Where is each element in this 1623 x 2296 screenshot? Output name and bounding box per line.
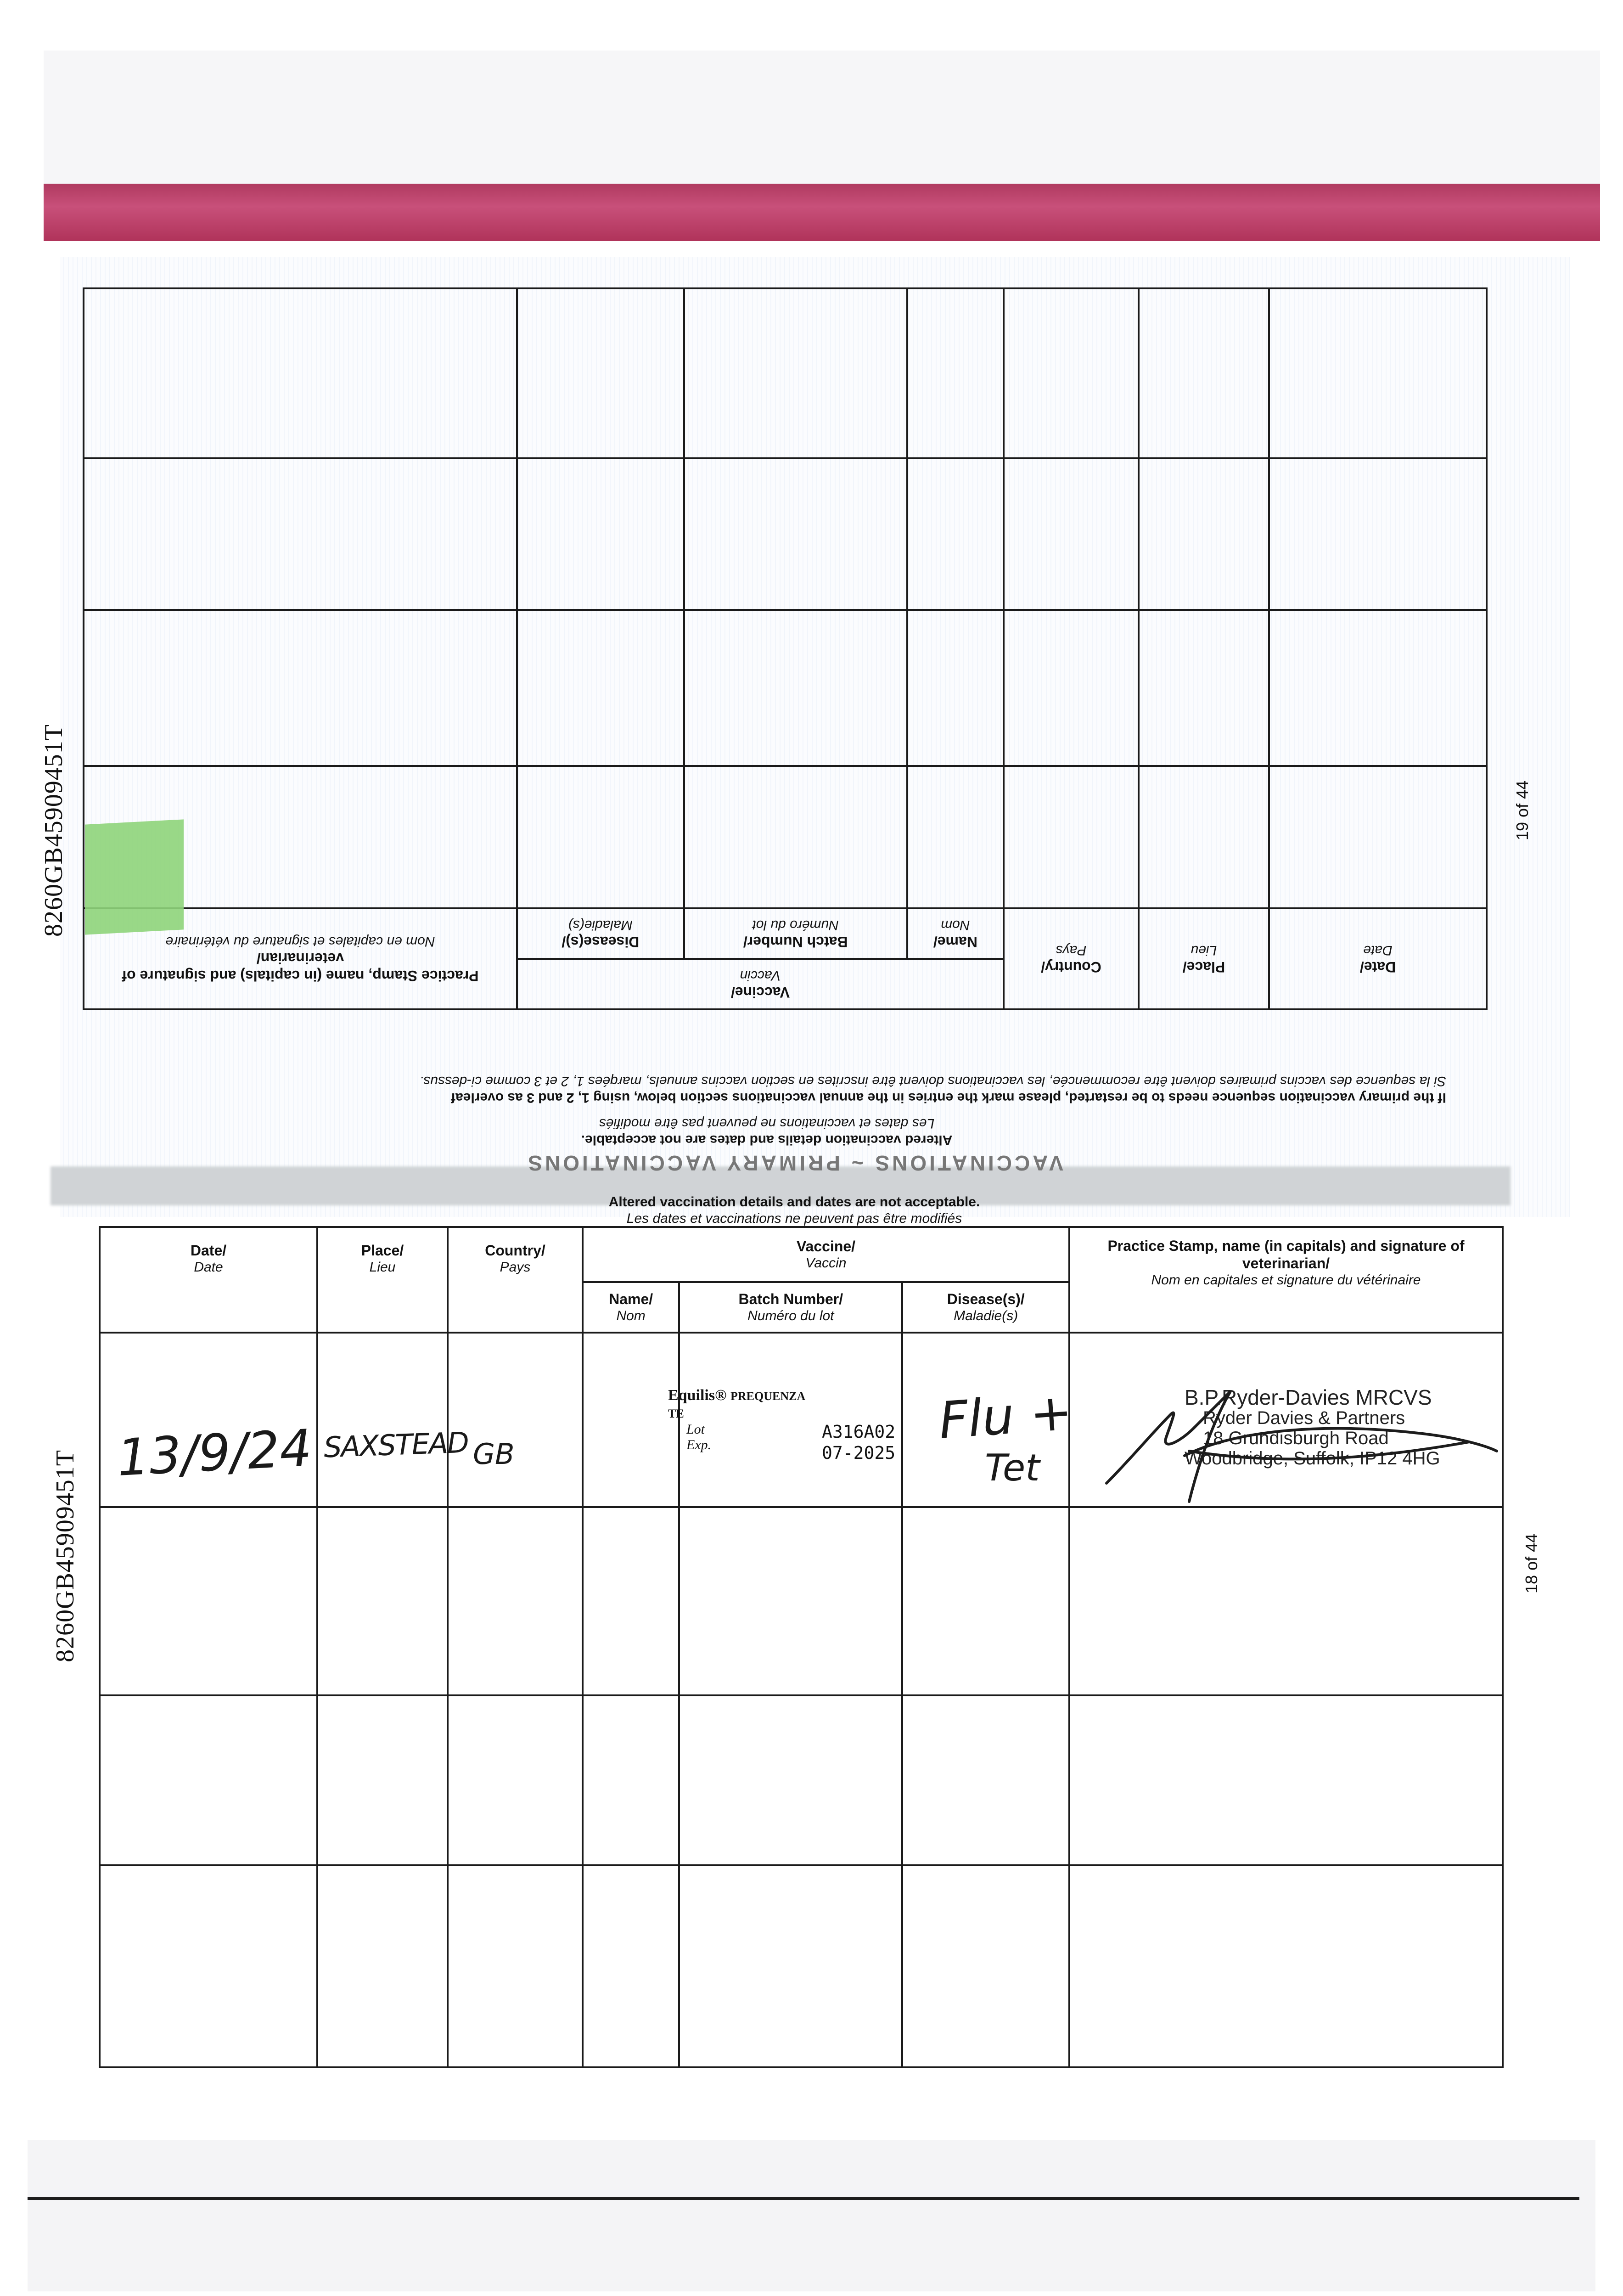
entry-expiry: 07-2025 bbox=[822, 1443, 896, 1463]
upper-hdr-vaccine: Vaccine/ Vaccin bbox=[517, 959, 1004, 1009]
upper-row-2 bbox=[84, 610, 1487, 766]
lower-row-3 bbox=[100, 1695, 1503, 1865]
bottom-edge-line bbox=[28, 2197, 1579, 2200]
bottom-paper-band bbox=[28, 2140, 1595, 2291]
lower-note-1: Altered vaccination details and dates are not acceptable. bbox=[608, 1194, 980, 1210]
lower-hdr-disease: Disease(s)/ Maladie(s) bbox=[902, 1282, 1069, 1333]
stamp-line-4: Woodbridge, Suffolk, IP12 4HG bbox=[1185, 1448, 1440, 1469]
upper-note-4: Si la sequence des vaccins primaires doivent être recommencée, les vaccinations doivent être inscrites en section vaccins annuels, marqées 1, 2 et 3 comme ci-dessus. bbox=[419, 1074, 1446, 1089]
upper-hdr-place: Place/ Lieu bbox=[1139, 908, 1269, 1009]
stamp-line-1: B.P.Ryder-Davies MRCVS bbox=[1185, 1385, 1432, 1409]
lower-vaccination-table bbox=[99, 1226, 1504, 2068]
entry-disease-2: Tet bbox=[985, 1446, 1040, 1489]
lower-page-number: 18 of 44 bbox=[1522, 1533, 1541, 1593]
entry-country: GB bbox=[473, 1437, 515, 1471]
upper-note-1: Altered vaccination details and dates are not acceptable. bbox=[581, 1132, 953, 1148]
red-cover-band bbox=[44, 184, 1600, 241]
lower-hdr-batch: Batch Number/ Numéro du lot bbox=[679, 1282, 902, 1333]
vaccine-batch-values bbox=[822, 1421, 895, 1463]
upper-page-number: 19 of 44 bbox=[1513, 780, 1532, 840]
vet-signature bbox=[1093, 1373, 1506, 1515]
lower-row-2 bbox=[100, 1507, 1503, 1695]
top-paper-band bbox=[44, 51, 1600, 202]
stamp-line-2: Ryder Davies & Partners bbox=[1203, 1408, 1405, 1428]
entry-date: 13/9/24 bbox=[115, 1418, 314, 1488]
lower-hdr-place: Place/ Lieu bbox=[317, 1227, 448, 1333]
green-highlight-mark bbox=[85, 819, 184, 934]
lower-hdr-stamp: Practice Stamp, name (in capitals) and signature of veterinarian/ Nom en capitales et signature du vétérinaire bbox=[1069, 1227, 1503, 1333]
stamp-line-3: 18 Grundisburgh Road bbox=[1203, 1428, 1389, 1448]
entry-place: SAXSTEAD bbox=[323, 1425, 469, 1464]
lower-hdr-date: Date/ Date bbox=[100, 1227, 317, 1333]
upper-hdr-batch: Batch Number/ Numéro du lot bbox=[684, 908, 907, 959]
upper-row-1 bbox=[84, 766, 1487, 908]
lower-hdr-country: Country/ Pays bbox=[448, 1227, 583, 1333]
upper-notes bbox=[78, 1042, 1455, 1148]
upper-serial: 8260GB45909451T bbox=[39, 724, 68, 937]
vaccine-brand: Equilis bbox=[668, 1387, 715, 1404]
upper-hdr-disease: Disease(s)/ Maladie(s) bbox=[517, 908, 684, 959]
upper-note-2: Les dates et vaccinations ne peuvent pas être modifiés bbox=[599, 1116, 935, 1131]
upper-row-4 bbox=[84, 288, 1487, 458]
lower-serial: 8260GB45909451T bbox=[51, 1450, 79, 1662]
upper-hdr-name: Name/ Nom bbox=[907, 908, 1004, 959]
entry-disease-1: Flu + bbox=[937, 1382, 1074, 1450]
upper-hdr-country: Country/ Pays bbox=[1004, 908, 1139, 1009]
upper-hdr-stamp: Practice Stamp, name (in capitals) and signature of veterinarian/ Nom en capitales et signature du vétérinaire bbox=[84, 908, 517, 1009]
vaccine-name: PREQUENZA TE bbox=[668, 1390, 805, 1420]
upper-page-title: VACCINATIONS ~ PRIMARY VACCINATIONS bbox=[525, 1151, 1063, 1175]
lower-notes bbox=[92, 1194, 1497, 1227]
lower-note-2: Les dates et vaccinations ne peuvent pas être modifiés bbox=[626, 1211, 962, 1226]
upper-note-3: If the primary vaccination sequence needs to be restarted, please mark the entries in the annual vaccinations section below, using 1, 2 and 3 as overleaf bbox=[451, 1090, 1446, 1105]
lot-label: Lot bbox=[686, 1422, 705, 1437]
upper-row-3 bbox=[84, 458, 1487, 610]
lower-row-4 bbox=[100, 1865, 1503, 2067]
lower-hdr-name: Name/ Nom bbox=[583, 1282, 679, 1333]
exp-label: Exp. bbox=[686, 1437, 712, 1452]
upper-vaccination-table bbox=[83, 289, 1488, 1010]
lower-hdr-vaccine: Vaccine/ Vaccin bbox=[583, 1227, 1069, 1282]
entry-batch: A316A02 bbox=[822, 1422, 896, 1442]
upper-hdr-date: Date/ Date bbox=[1269, 908, 1487, 1009]
vaccine-label-sticker: Equilis® PREQUENZA TE Lot Exp. bbox=[668, 1387, 820, 1453]
